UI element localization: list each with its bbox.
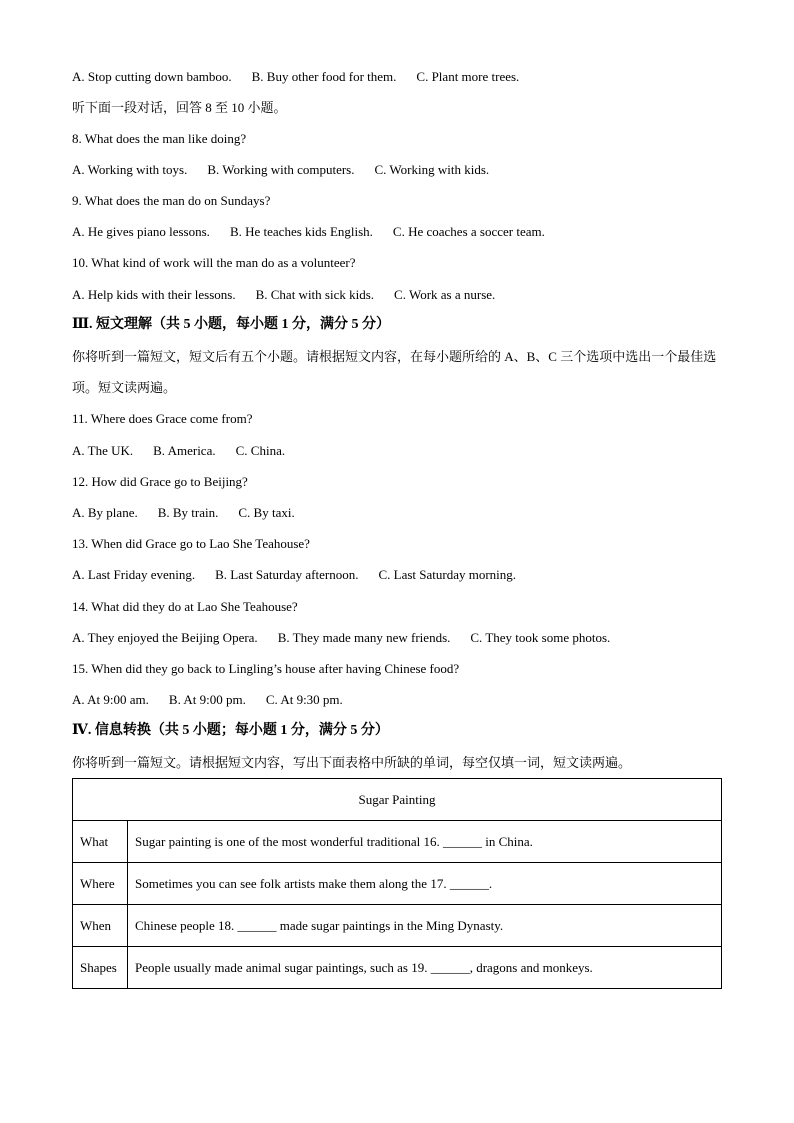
q11-question: 11. Where does Grace come from? (72, 411, 253, 426)
q7-option-b: B. Buy other food for them. (251, 69, 397, 84)
q10-options (72, 287, 495, 303)
q13-options (72, 567, 516, 583)
q9-options (72, 224, 545, 240)
section4-heading: Ⅳ. 信息转换（共 5 小题；每小题 1 分，满分 5 分） (72, 723, 389, 738)
q13-option-a: A. Last Friday evening. (72, 567, 196, 582)
q8-option-b: B. Working with computers. (207, 162, 355, 177)
q10-option-a: A. Help kids with their lessons. (72, 287, 236, 302)
row-content: Sometimes you can see folk artists make them along the 17. ______. (128, 863, 722, 905)
q12-option-a: A. By plane. (72, 505, 138, 520)
dialog-intro: 听下面一段对话，回答 8 至 10 小题。 (72, 100, 287, 115)
q7-option-c: C. Plant more trees. (416, 69, 520, 84)
q13-option-c: C. Last Saturday morning. (378, 567, 517, 582)
q14-option-a: A. They enjoyed the Beijing Opera. (72, 630, 258, 645)
q12-question: 12. How did Grace go to Beijing? (72, 474, 248, 489)
q15-option-c: C. At 9:30 pm. (265, 692, 343, 707)
q9-option-c: C. He coaches a soccer team. (392, 224, 545, 239)
q14-options (72, 630, 610, 646)
q7-option-a: A. Stop cutting down bamboo. (72, 69, 232, 84)
q8-question: 8. What does the man like doing? (72, 131, 247, 146)
q14-question: 14. What did they do at Lao She Teahouse? (72, 599, 298, 614)
q13-option-b: B. Last Saturday afternoon. (215, 567, 359, 582)
q10-question: 10. What kind of work will the man do as a volunteer? (72, 255, 356, 270)
q9-option-b: B. He teaches kids English. (229, 224, 373, 239)
table-row (73, 947, 722, 989)
q7-options (72, 69, 519, 85)
q15-options (72, 692, 343, 708)
q15-option-a: A. At 9:00 am. (72, 692, 149, 707)
q15-question: 15. When did they go back to Lingling’s house after having Chinese food? (72, 661, 460, 676)
section3-instruction: 你将听到一篇短文，短文后有五个小题。请根据短文内容，在每小题所给的 A、B、C 三个选项中选出一个最佳选项。短文读两遍。 (72, 349, 717, 395)
q15-option-b: B. At 9:00 pm. (168, 692, 246, 707)
q8-option-a: A. Working with toys. (72, 162, 188, 177)
q11-option-a: A. The UK. (72, 443, 134, 458)
section4-instruction: 你将听到一篇短文。请根据短文内容，写出下面表格中所缺的单词，每空仅填一词，短文读两遍。 (72, 755, 632, 770)
q11-options (72, 443, 285, 459)
q12-options (72, 505, 295, 521)
q14-option-c: C. They took some photos. (470, 630, 611, 645)
row-content: People usually made animal sugar paintings, such as 19. ______, dragons and monkeys. (128, 947, 722, 989)
table-title-row (73, 779, 722, 821)
row-label: What (73, 821, 128, 863)
q12-option-b: B. By train. (157, 505, 219, 520)
row-label: When (73, 905, 128, 947)
section3-heading: Ⅲ. 短文理解（共 5 小题，每小题 1 分，满分 5 分） (72, 317, 391, 332)
row-label: Where (73, 863, 128, 905)
row-content: Chinese people 18. ______ made sugar paintings in the Ming Dynasty. (128, 905, 722, 947)
q12-option-c: C. By taxi. (238, 505, 295, 520)
table-title: Sugar Painting (73, 779, 722, 821)
q8-option-c: C. Working with kids. (374, 162, 490, 177)
q11-option-c: C. China. (235, 443, 286, 458)
row-label: Shapes (73, 947, 128, 989)
q10-option-b: B. Chat with sick kids. (255, 287, 375, 302)
table-row (73, 821, 722, 863)
row-content: Sugar painting is one of the most wonderful traditional 16. ______ in China. (128, 821, 722, 863)
sugar-painting-table (72, 778, 722, 989)
q13-question: 13. When did Grace go to Lao She Teahouse? (72, 536, 310, 551)
q8-options (72, 162, 489, 178)
q10-option-c: C. Work as a nurse. (394, 287, 496, 302)
q9-question: 9. What does the man do on Sundays? (72, 193, 271, 208)
q14-option-b: B. They made many new friends. (277, 630, 451, 645)
q11-option-b: B. America. (153, 443, 216, 458)
table-row (73, 905, 722, 947)
q9-option-a: A. He gives piano lessons. (72, 224, 210, 239)
table-row (73, 863, 722, 905)
